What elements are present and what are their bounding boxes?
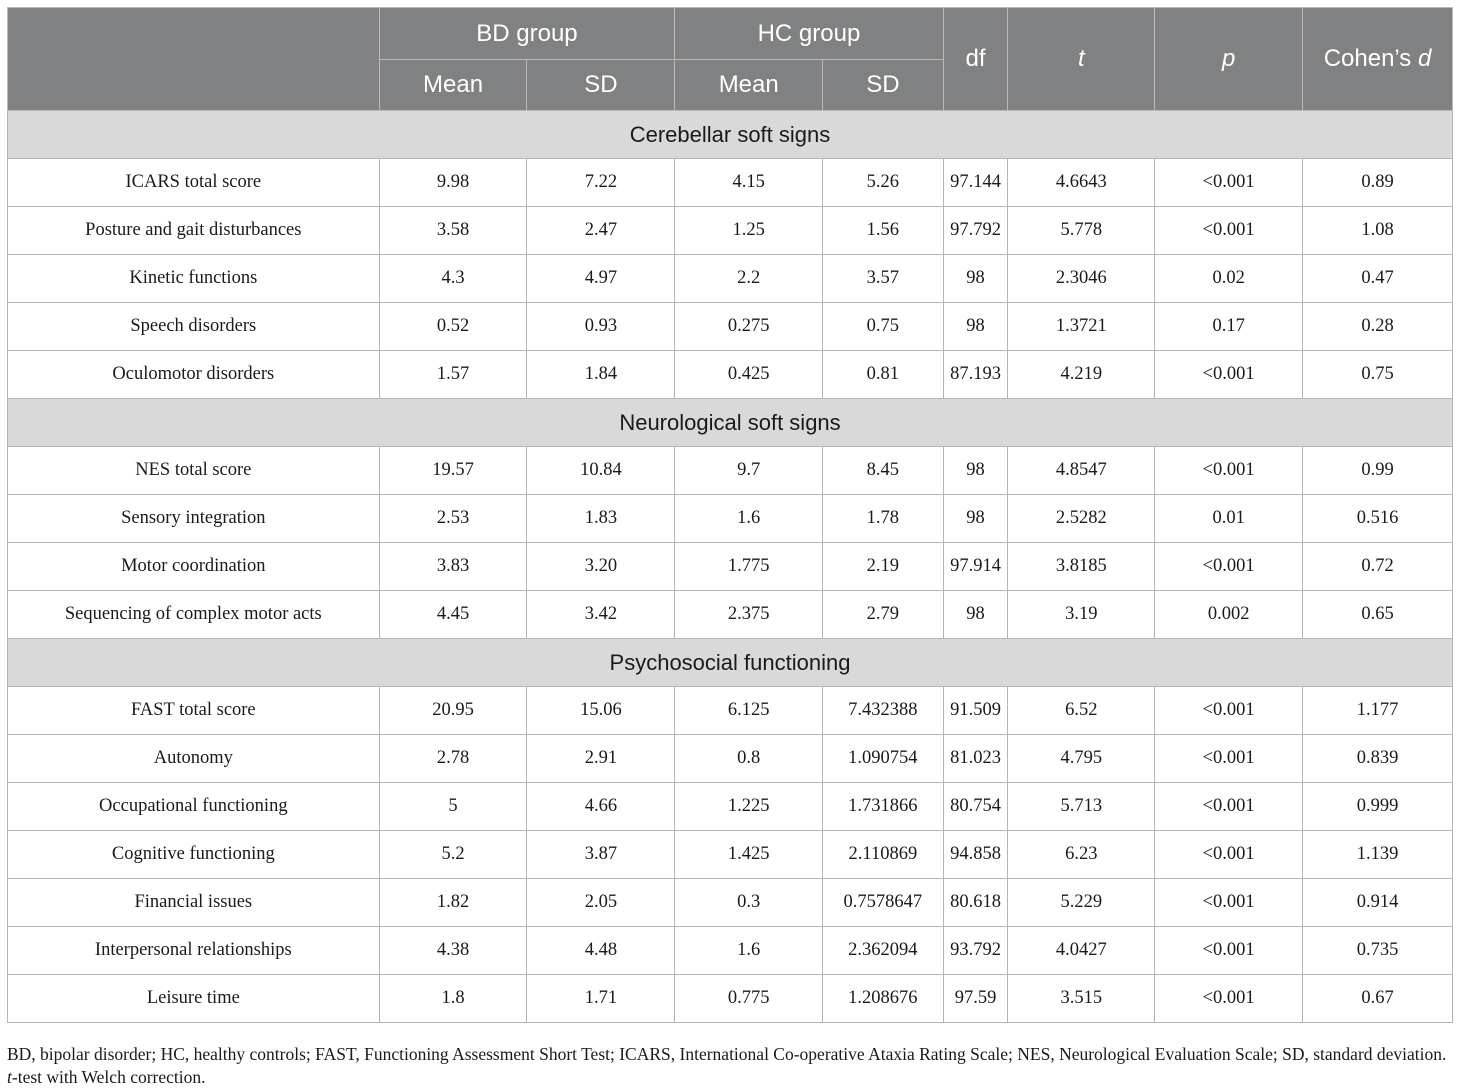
table-row: [8, 591, 1453, 639]
table-cell: 1.56: [823, 207, 943, 255]
header-cohens-d-suffix: d: [1417, 45, 1432, 72]
table-cell: 2.362094: [823, 927, 943, 975]
table-cell: 2.375: [675, 591, 823, 639]
table-cell: 1.090754: [823, 735, 943, 783]
table-cell: 0.3: [675, 879, 823, 927]
header-bd-sd: SD: [527, 60, 675, 111]
table-cell: <0.001: [1155, 687, 1303, 735]
table-row: [8, 495, 1453, 543]
table-footnote: [7, 1043, 1455, 1089]
header-p: [1155, 8, 1303, 111]
table-cell: 3.58: [379, 207, 527, 255]
table-row: [8, 543, 1453, 591]
table-cell: 0.17: [1155, 303, 1303, 351]
table-cell: 4.0427: [1008, 927, 1155, 975]
table-cell: <0.001: [1155, 735, 1303, 783]
table-cell: 0.47: [1303, 255, 1453, 303]
row-label: Kinetic functions: [8, 255, 380, 303]
table-cell: <0.001: [1155, 831, 1303, 879]
table-cell: <0.001: [1155, 975, 1303, 1023]
row-label: Sequencing of complex motor acts: [8, 591, 380, 639]
row-label: Sensory integration: [8, 495, 380, 543]
table-cell: 3.57: [823, 255, 943, 303]
table-cell: 3.83: [379, 543, 527, 591]
table-cell: 8.45: [823, 447, 943, 495]
table-cell: 15.06: [527, 687, 675, 735]
table-cell: 1.6: [675, 495, 823, 543]
section-row: [8, 399, 1453, 447]
header-blank-cell: [8, 8, 380, 111]
table-cell: 3.515: [1008, 975, 1155, 1023]
table-cell: 4.66: [527, 783, 675, 831]
table-cell: 5: [379, 783, 527, 831]
row-label: Autonomy: [8, 735, 380, 783]
row-label: Cognitive functioning: [8, 831, 380, 879]
table-cell: 4.15: [675, 159, 823, 207]
table-cell: 1.25: [675, 207, 823, 255]
table-cell: 97.59: [943, 975, 1008, 1023]
table-row: [8, 255, 1453, 303]
table-cell: 3.87: [527, 831, 675, 879]
table-cell: 93.792: [943, 927, 1008, 975]
table-cell: 19.57: [379, 447, 527, 495]
table-cell: 0.999: [1303, 783, 1453, 831]
table-cell: 0.89: [1303, 159, 1453, 207]
table-row: [8, 159, 1453, 207]
table-cell: 1.775: [675, 543, 823, 591]
table-row: [8, 351, 1453, 399]
table-cell: <0.001: [1155, 159, 1303, 207]
table-cell: <0.001: [1155, 783, 1303, 831]
table-cell: 5.713: [1008, 783, 1155, 831]
results-table: [7, 7, 1453, 1023]
table-cell: 0.775: [675, 975, 823, 1023]
table-cell: 2.53: [379, 495, 527, 543]
table-row: [8, 303, 1453, 351]
section-title: Cerebellar soft signs: [8, 111, 1453, 159]
table-cell: 5.2: [379, 831, 527, 879]
table-cell: 1.71: [527, 975, 675, 1023]
table-cell: 2.47: [527, 207, 675, 255]
table-cell: 0.81: [823, 351, 943, 399]
table-cell: 87.193: [943, 351, 1008, 399]
table-cell: 0.93: [527, 303, 675, 351]
table-cell: <0.001: [1155, 207, 1303, 255]
row-label: Oculomotor disorders: [8, 351, 380, 399]
table-cell: 0.67: [1303, 975, 1453, 1023]
table-cell: 2.19: [823, 543, 943, 591]
table-cell: 10.84: [527, 447, 675, 495]
table-cell: 0.914: [1303, 879, 1453, 927]
table-cell: 1.78: [823, 495, 943, 543]
table-cell: 4.45: [379, 591, 527, 639]
row-label: Speech disorders: [8, 303, 380, 351]
table-cell: 20.95: [379, 687, 527, 735]
table-cell: 98: [943, 255, 1008, 303]
table-row: [8, 783, 1453, 831]
table-cell: 6.23: [1008, 831, 1155, 879]
row-label: Motor coordination: [8, 543, 380, 591]
table-cell: 0.516: [1303, 495, 1453, 543]
table-cell: 2.91: [527, 735, 675, 783]
header-cohens-d-prefix: Cohen’s: [1323, 45, 1418, 72]
table-cell: 1.225: [675, 783, 823, 831]
table-row: [8, 447, 1453, 495]
row-label: Financial issues: [8, 879, 380, 927]
table-cell: 1.82: [379, 879, 527, 927]
table-cell: 0.735: [1303, 927, 1453, 975]
row-label: Interpersonal relationships: [8, 927, 380, 975]
table-cell: 97.792: [943, 207, 1008, 255]
table-cell: 1.139: [1303, 831, 1453, 879]
section-row: [8, 111, 1453, 159]
header-t-label: t: [1077, 45, 1085, 72]
table-row: [8, 735, 1453, 783]
table-cell: 2.110869: [823, 831, 943, 879]
table-cell: 0.52: [379, 303, 527, 351]
table-cell: 97.914: [943, 543, 1008, 591]
section-title: Neurological soft signs: [8, 399, 1453, 447]
table-cell: 7.22: [527, 159, 675, 207]
footnote-tail: -test with Welch correction.: [11, 1067, 206, 1087]
header-bd-mean: Mean: [379, 60, 527, 111]
table-cell: 4.97: [527, 255, 675, 303]
table-cell: 3.42: [527, 591, 675, 639]
table-cell: 0.839: [1303, 735, 1453, 783]
table-cell: 0.75: [1303, 351, 1453, 399]
footnote-t-italic: t: [7, 1067, 12, 1087]
row-label: ICARS total score: [8, 159, 380, 207]
footnote-text: BD, bipolar disorder; HC, healthy controls; FAST, Functioning Assessment Short Test; ICARS, International Co-operative Ataxia Rating Scale; NES, Neurological Evaluation Scale; SD, standard deviation.: [7, 1044, 1447, 1064]
table-cell: 0.65: [1303, 591, 1453, 639]
table-cell: <0.001: [1155, 927, 1303, 975]
table-cell: 3.19: [1008, 591, 1155, 639]
table-cell: 1.177: [1303, 687, 1453, 735]
table-cell: <0.001: [1155, 351, 1303, 399]
header-bd-group: BD group: [379, 8, 675, 60]
table-cell: 98: [943, 591, 1008, 639]
table-cell: 0.275: [675, 303, 823, 351]
table-cell: 1.6: [675, 927, 823, 975]
table-cell: 9.7: [675, 447, 823, 495]
table-row: [8, 879, 1453, 927]
table-cell: 2.78: [379, 735, 527, 783]
table-cell: 1.8: [379, 975, 527, 1023]
table-cell: 4.219: [1008, 351, 1155, 399]
table-cell: 6.52: [1008, 687, 1155, 735]
table-cell: 98: [943, 495, 1008, 543]
table-cell: <0.001: [1155, 543, 1303, 591]
table-row: [8, 831, 1453, 879]
table-cell: 0.425: [675, 351, 823, 399]
table-cell: 5.229: [1008, 879, 1155, 927]
table-cell: 9.98: [379, 159, 527, 207]
table-cell: 0.99: [1303, 447, 1453, 495]
table-cell: 2.3046: [1008, 255, 1155, 303]
table-row: [8, 687, 1453, 735]
table-cell: 2.05: [527, 879, 675, 927]
header-p-label: p: [1221, 45, 1236, 72]
table-cell: 4.38: [379, 927, 527, 975]
table-cell: 3.20: [527, 543, 675, 591]
table-cell: 0.02: [1155, 255, 1303, 303]
table-cell: 4.795: [1008, 735, 1155, 783]
table-cell: 2.5282: [1008, 495, 1155, 543]
header-hc-mean: Mean: [675, 60, 823, 111]
table-cell: 1.08: [1303, 207, 1453, 255]
table-cell: 0.28: [1303, 303, 1453, 351]
table-cell: 5.778: [1008, 207, 1155, 255]
table-cell: 1.57: [379, 351, 527, 399]
section-row: [8, 639, 1453, 687]
table-cell: 2.2: [675, 255, 823, 303]
table-cell: 1.208676: [823, 975, 943, 1023]
table-cell: 80.618: [943, 879, 1008, 927]
header-hc-group: HC group: [675, 8, 943, 60]
table-cell: 4.3: [379, 255, 527, 303]
table-cell: 5.26: [823, 159, 943, 207]
row-label: Posture and gait disturbances: [8, 207, 380, 255]
table-cell: 98: [943, 447, 1008, 495]
table-cell: 1.3721: [1008, 303, 1155, 351]
table-cell: 3.8185: [1008, 543, 1155, 591]
table-cell: 81.023: [943, 735, 1008, 783]
table-body: [8, 111, 1453, 1023]
row-label: NES total score: [8, 447, 380, 495]
table-cell: 1.83: [527, 495, 675, 543]
table-row: [8, 207, 1453, 255]
header-df: df: [943, 8, 1008, 111]
header-cohens-d: [1303, 8, 1453, 111]
table-cell: 0.01: [1155, 495, 1303, 543]
table-cell: <0.001: [1155, 447, 1303, 495]
row-label: FAST total score: [8, 687, 380, 735]
table-cell: 0.002: [1155, 591, 1303, 639]
table-row: [8, 927, 1453, 975]
table-cell: 91.509: [943, 687, 1008, 735]
table-cell: 0.8: [675, 735, 823, 783]
table-row: [8, 975, 1453, 1023]
header-t: [1008, 8, 1155, 111]
table-cell: 1.425: [675, 831, 823, 879]
row-label: Occupational functioning: [8, 783, 380, 831]
table-cell: 97.144: [943, 159, 1008, 207]
table-cell: 4.48: [527, 927, 675, 975]
table-cell: 6.125: [675, 687, 823, 735]
table-cell: 4.6643: [1008, 159, 1155, 207]
table-cell: 1.84: [527, 351, 675, 399]
header-hc-sd: SD: [823, 60, 943, 111]
row-label: Leisure time: [8, 975, 380, 1023]
table-cell: 7.432388: [823, 687, 943, 735]
table-cell: 0.7578647: [823, 879, 943, 927]
table-cell: 0.72: [1303, 543, 1453, 591]
table-cell: 94.858: [943, 831, 1008, 879]
table-cell: 1.731866: [823, 783, 943, 831]
table-cell: 98: [943, 303, 1008, 351]
table-cell: 80.754: [943, 783, 1008, 831]
table-cell: 2.79: [823, 591, 943, 639]
table-cell: <0.001: [1155, 879, 1303, 927]
table-cell: 4.8547: [1008, 447, 1155, 495]
section-title: Psychosocial functioning: [8, 639, 1453, 687]
table-cell: 0.75: [823, 303, 943, 351]
